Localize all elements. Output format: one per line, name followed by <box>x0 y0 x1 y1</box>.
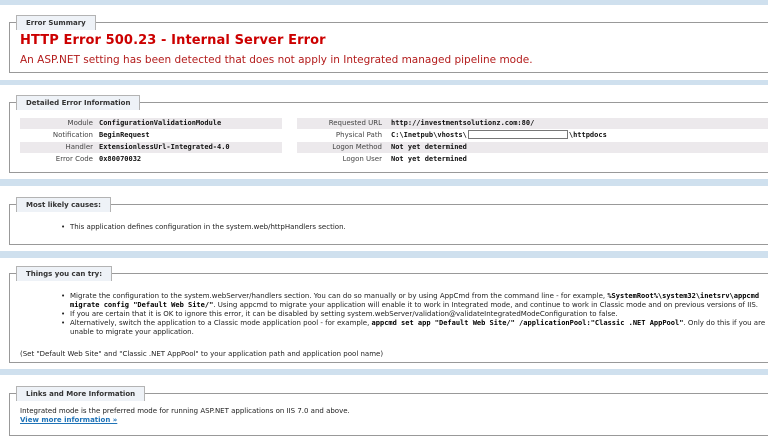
detail-row-requested-url <box>297 118 768 129</box>
try-note: (Set "Default Web Site" and "Classic .NET AppPool" to your application path and application pool name) <box>20 350 384 358</box>
physical-path-prefix: C:\Inetpub\vhosts\ <box>391 131 467 139</box>
detail-value: Not yet determined <box>391 143 467 151</box>
detail-label: Logon User <box>342 155 382 163</box>
detail-row-logon-user <box>297 154 768 165</box>
detail-label: Error Code <box>55 155 93 163</box>
migrate-command: %SystemRoot%\system32\inetsrv\appcmd migrate config "Default Web Site/" <box>70 292 760 309</box>
detail-value: BeginRequest <box>99 131 150 139</box>
detail-row-error-code <box>20 154 282 165</box>
detail-value: ConfigurationValidationModule <box>99 119 222 127</box>
physical-path-suffix: \httpdocs <box>568 131 607 139</box>
detail-value: http://investmentsolutionz.com:80/ <box>391 119 535 127</box>
detail-label: Physical Path <box>335 131 382 139</box>
detail-label: Module <box>67 119 93 127</box>
causes-legend: Most likely causes: <box>16 197 111 212</box>
detail-label: Logon Method <box>332 143 382 151</box>
detail-label: Handler <box>65 143 93 151</box>
detail-value <box>391 130 607 141</box>
links-legend: Links and More Information <box>16 386 145 401</box>
detail-value: Not yet determined <box>391 155 467 163</box>
try-item-text: . Using appcmd to migrate your application will enable it to work in Integrated mode, and continue to work in Classic mode and on previous versions of IIS. <box>213 301 759 309</box>
view-more-information-link[interactable]: View more information » <box>20 416 118 424</box>
detail-value: ExtensionlessUrl-Integrated-4.0 <box>99 143 230 151</box>
detail-row-handler <box>20 142 282 153</box>
error-title: HTTP Error 500.23 - Internal Server Error <box>20 33 326 48</box>
detail-value: 0x80070032 <box>99 155 142 163</box>
try-item-ignore: • If you are certain that it is OK to ignore this error, it can be disabled by setting system.webServer/validation@validateIntegratedModeConfiguration to false. <box>60 310 768 319</box>
try-item-classic <box>60 319 768 337</box>
try-item-migrate <box>60 292 768 310</box>
detail-row-notification <box>20 130 282 141</box>
detail-row-logon-method <box>297 142 768 153</box>
error-description: An ASP.NET setting has been detected that does not apply in Integrated managed pipeline mode. <box>20 54 533 66</box>
cause-item: • This application defines configuration in the system.web/httpHandlers section. <box>60 223 760 232</box>
links-text: Integrated mode is the preferred mode for running ASP.NET applications on IIS 7.0 and above. <box>20 407 350 415</box>
detailed-info-legend: Detailed Error Information <box>16 95 140 110</box>
try-legend: Things you can try: <box>16 266 112 281</box>
try-list <box>60 292 768 337</box>
detail-label: Requested URL <box>328 119 382 127</box>
try-item-text: . Only do this if you are unable to migrate your application. <box>70 319 766 336</box>
redacted-box <box>468 130 568 139</box>
detail-row-physical-path <box>297 130 768 141</box>
error-summary-legend: Error Summary <box>16 15 96 30</box>
detail-label: Notification <box>52 131 93 139</box>
try-item-text: Alternatively, switch the application to a Classic mode application pool - for example, <box>70 319 372 327</box>
detail-row-module <box>20 118 282 129</box>
classic-command: appcmd set app "Default Web Site/" /applicationPool:"Classic .NET AppPool" <box>371 319 684 327</box>
causes-list <box>60 223 760 232</box>
try-item-text: Migrate the configuration to the system.webServer/handlers section. You can do so manually or by using AppCmd from the command line - for example, <box>70 292 608 300</box>
